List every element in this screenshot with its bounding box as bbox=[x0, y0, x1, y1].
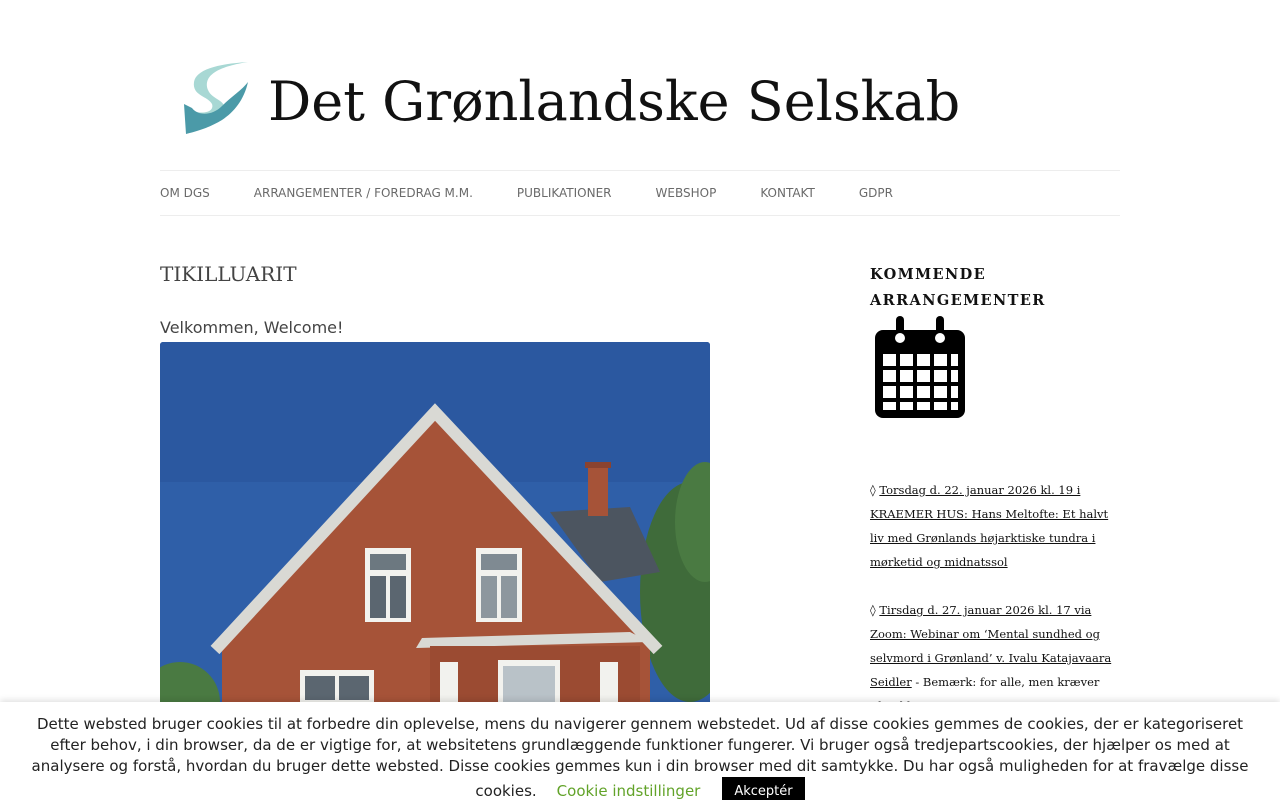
dgs-logo-icon[interactable] bbox=[182, 60, 250, 136]
site-title[interactable]: Det Grønlandske Selskab bbox=[268, 70, 961, 133]
event-list bbox=[870, 478, 1120, 718]
cookie-banner bbox=[0, 702, 1280, 800]
main-content bbox=[160, 262, 710, 337]
event-link[interactable]: Tirsdag d. 27. januar 2026 kl. 17 via Zoom: Webinar om ‘Mental sundhed og selvmord i Grønland’ v. Ivalu Katajavaara Seidler bbox=[870, 603, 1112, 689]
site-header bbox=[160, 40, 1120, 170]
event-note: - Bemærk: for alle, men kræver bbox=[915, 675, 1100, 689]
cookie-content bbox=[22, 714, 1258, 800]
nav-item-gdpr[interactable]: GDPR bbox=[858, 186, 893, 200]
house-photo bbox=[160, 342, 710, 722]
nav-item-kontakt[interactable]: KONTAKT bbox=[760, 186, 815, 200]
main-navigation bbox=[160, 170, 1120, 216]
sidebar bbox=[870, 262, 1120, 742]
event-link[interactable]: Torsdag d. 22. januar 2026 kl. 19 i KRAEMER HUS: Hans Meltofte: Et halvt liv med Grønlands højarktiske tundra i mørketid og midnatssol bbox=[870, 483, 1109, 569]
page-title: TIKILLUARIT bbox=[160, 262, 297, 286]
accept-cookies-button[interactable]: Akceptér bbox=[722, 777, 804, 800]
nav-item-arrangementer[interactable]: ARRANGEMENTER / FOREDRAG M.M. bbox=[253, 186, 473, 200]
site-container bbox=[160, 0, 1120, 800]
cookie-message: Dette websted bruger cookies til at forbedre din oplevelse, mens du navigerer gennem webstedet. Ud af disse cookies gemmes de cookies, der er kategoriseret efter behov, i din browser, da de er vigtige for, at websitetens grundlæggende funktioner fungerer. Vi bruger også tredjepartscookies, der hjælper os med at analysere og forstå, hvordan du bruger dette websted. Disse cookies gemmes kun i din browser med dit samtykke. Du har også muligheden for at fravælge disse cookies. bbox=[31, 715, 1249, 800]
nav-item-om-dgs[interactable]: OM DGS bbox=[160, 186, 210, 200]
list-item bbox=[870, 598, 1120, 718]
cookie-settings-link[interactable]: Cookie indstillinger bbox=[556, 782, 701, 800]
widget-title-upcoming-events: KOMMENDE ARRANGEMENTER bbox=[870, 266, 1046, 309]
nav-item-publikationer[interactable]: PUBLIKATIONER bbox=[516, 186, 612, 200]
event-bullet: ◊ bbox=[870, 603, 880, 617]
nav-item-webshop[interactable]: WEBSHOP bbox=[655, 186, 717, 200]
list-item bbox=[870, 478, 1120, 574]
event-bullet: ◊ bbox=[870, 483, 880, 497]
welcome-text: Velkommen, Welcome! bbox=[160, 318, 344, 337]
calendar-icon bbox=[870, 316, 970, 422]
